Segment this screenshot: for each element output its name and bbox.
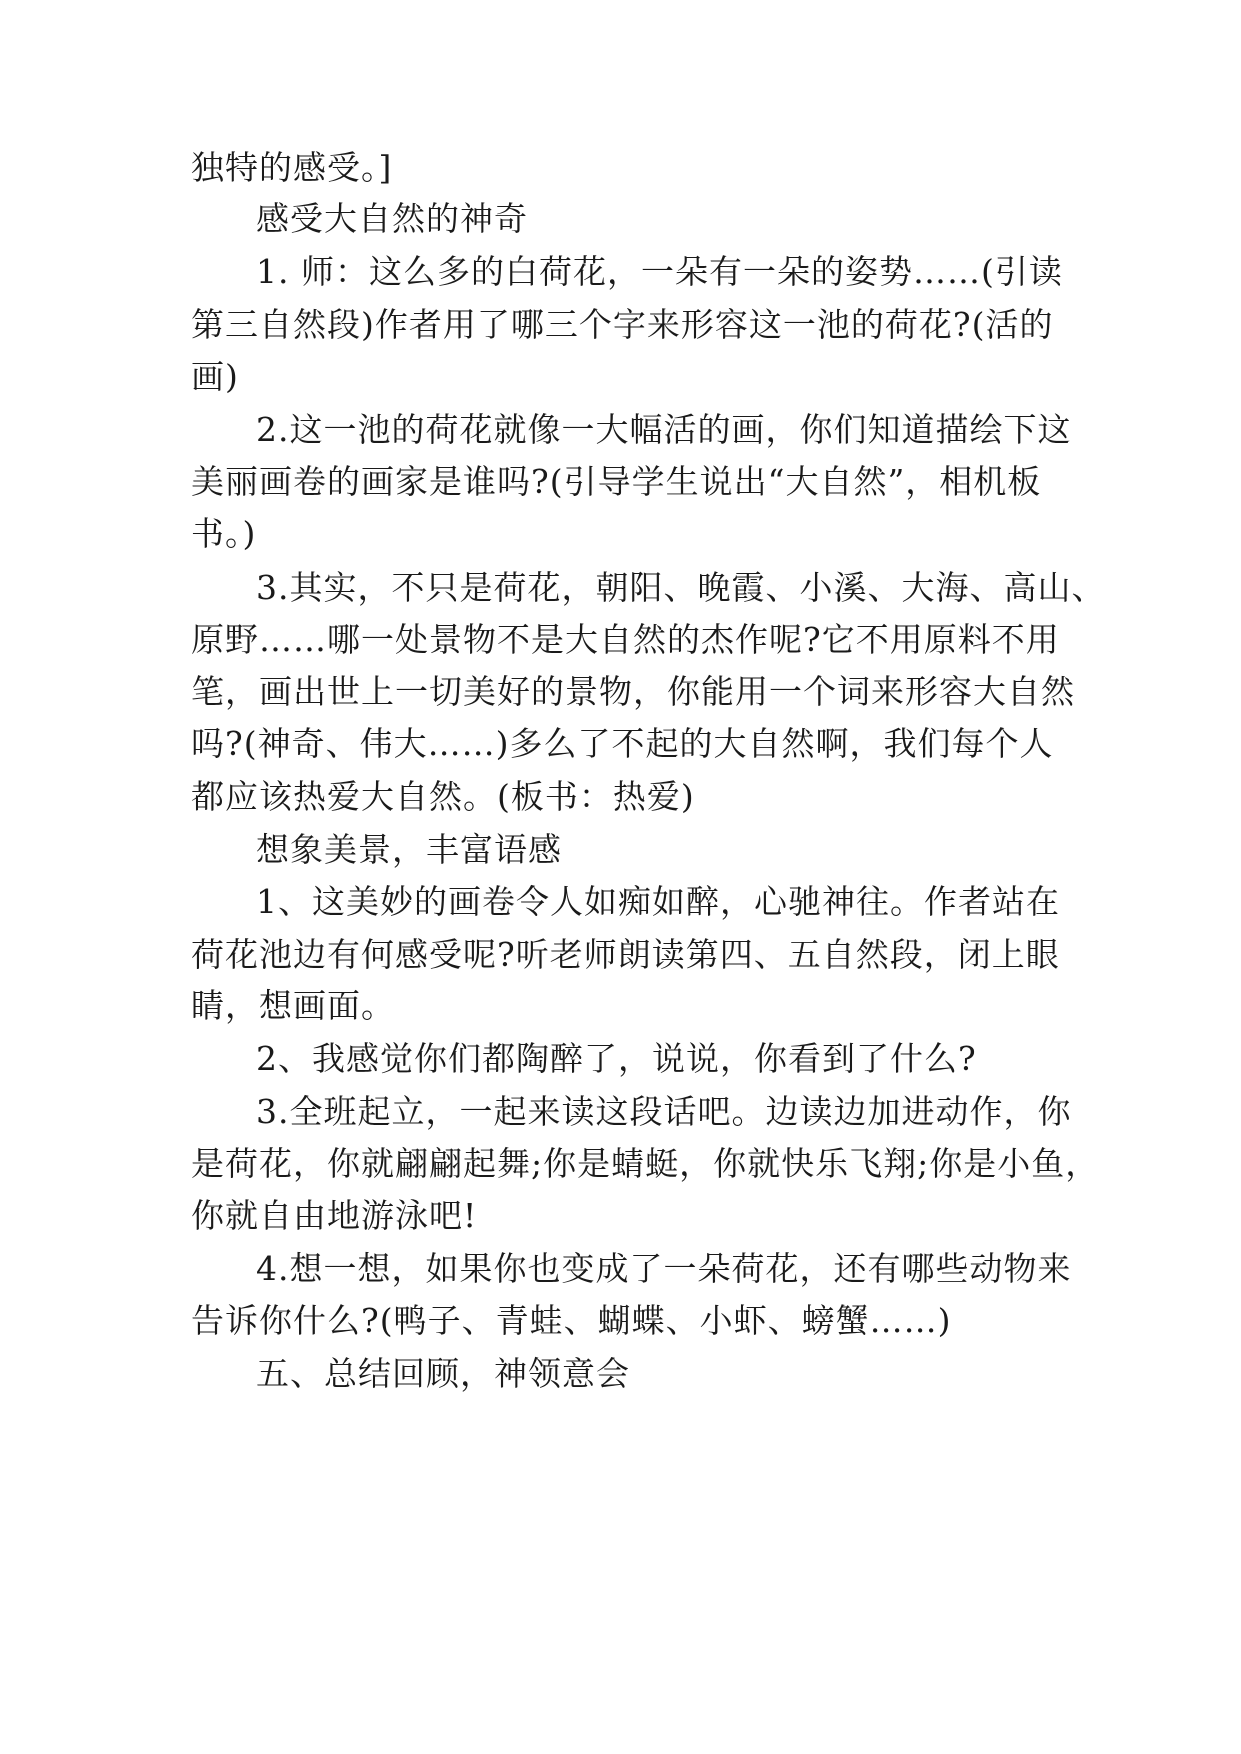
section-heading: 感受大自然的神奇: [256, 199, 528, 238]
text-line: 1、这美妙的画卷令人如痴如醉，心驰神往。作者站在: [256, 882, 1060, 921]
text-line: 1. 师：这么多的白荷花，一朵有一朵的姿势……(引读: [256, 252, 1063, 291]
text-line: 2、我感觉你们都陶醉了，说说，你看到了什么?: [256, 1039, 977, 1078]
section-heading: 五、总结回顾，神领意会: [256, 1354, 630, 1393]
text-line: 是荷花，你就翩翩起舞;你是蜻蜓，你就快乐飞翔;你是小鱼，: [191, 1144, 1100, 1183]
text-line: 美丽画卷的画家是谁吗?(引导学生说出“大自然”，相机板: [191, 462, 1042, 501]
section-heading: 想象美景，丰富语感: [256, 830, 562, 869]
text-line: 独特的感受。]: [191, 148, 393, 187]
text-line: 4.想一想，如果你也变成了一朵荷花，还有哪些动物来: [256, 1249, 1072, 1288]
text-line: 书。): [191, 514, 257, 553]
text-line: 2.这一池的荷花就像一大幅活的画，你们知道描绘下这: [256, 410, 1072, 449]
text-line: 吗?(神奇、伟大……)多么了不起的大自然啊，我们每个人: [191, 724, 1054, 763]
text-line: 3.其实，不只是荷花，朝阳、晚霞、小溪、大海、高山、: [256, 568, 1106, 607]
text-line: 荷花池边有何感受呢?听老师朗读第四、五自然段，闭上眼: [191, 935, 1060, 974]
text-line: 睛，想画面。: [191, 986, 395, 1025]
text-line: 第三自然段)作者用了哪三个字来形容这一池的荷花?(活的: [191, 305, 1054, 344]
text-line: 你就自由地游泳吧!: [191, 1196, 478, 1235]
text-line: 告诉你什么?(鸭子、青蛙、蝴蝶、小虾、螃蟹……): [191, 1301, 952, 1340]
text-line: 3.全班起立，一起来读这段话吧。边读边加进动作，你: [256, 1092, 1072, 1131]
text-line: 都应该热爱大自然。(板书：热爱): [191, 777, 695, 816]
text-line: 画): [191, 357, 239, 396]
text-line: 笔，画出世上一切美好的景物，你能用一个词来形容大自然: [191, 672, 1075, 711]
text-line: 原野……哪一处景物不是大自然的杰作呢?它不用原料不用: [191, 620, 1060, 659]
